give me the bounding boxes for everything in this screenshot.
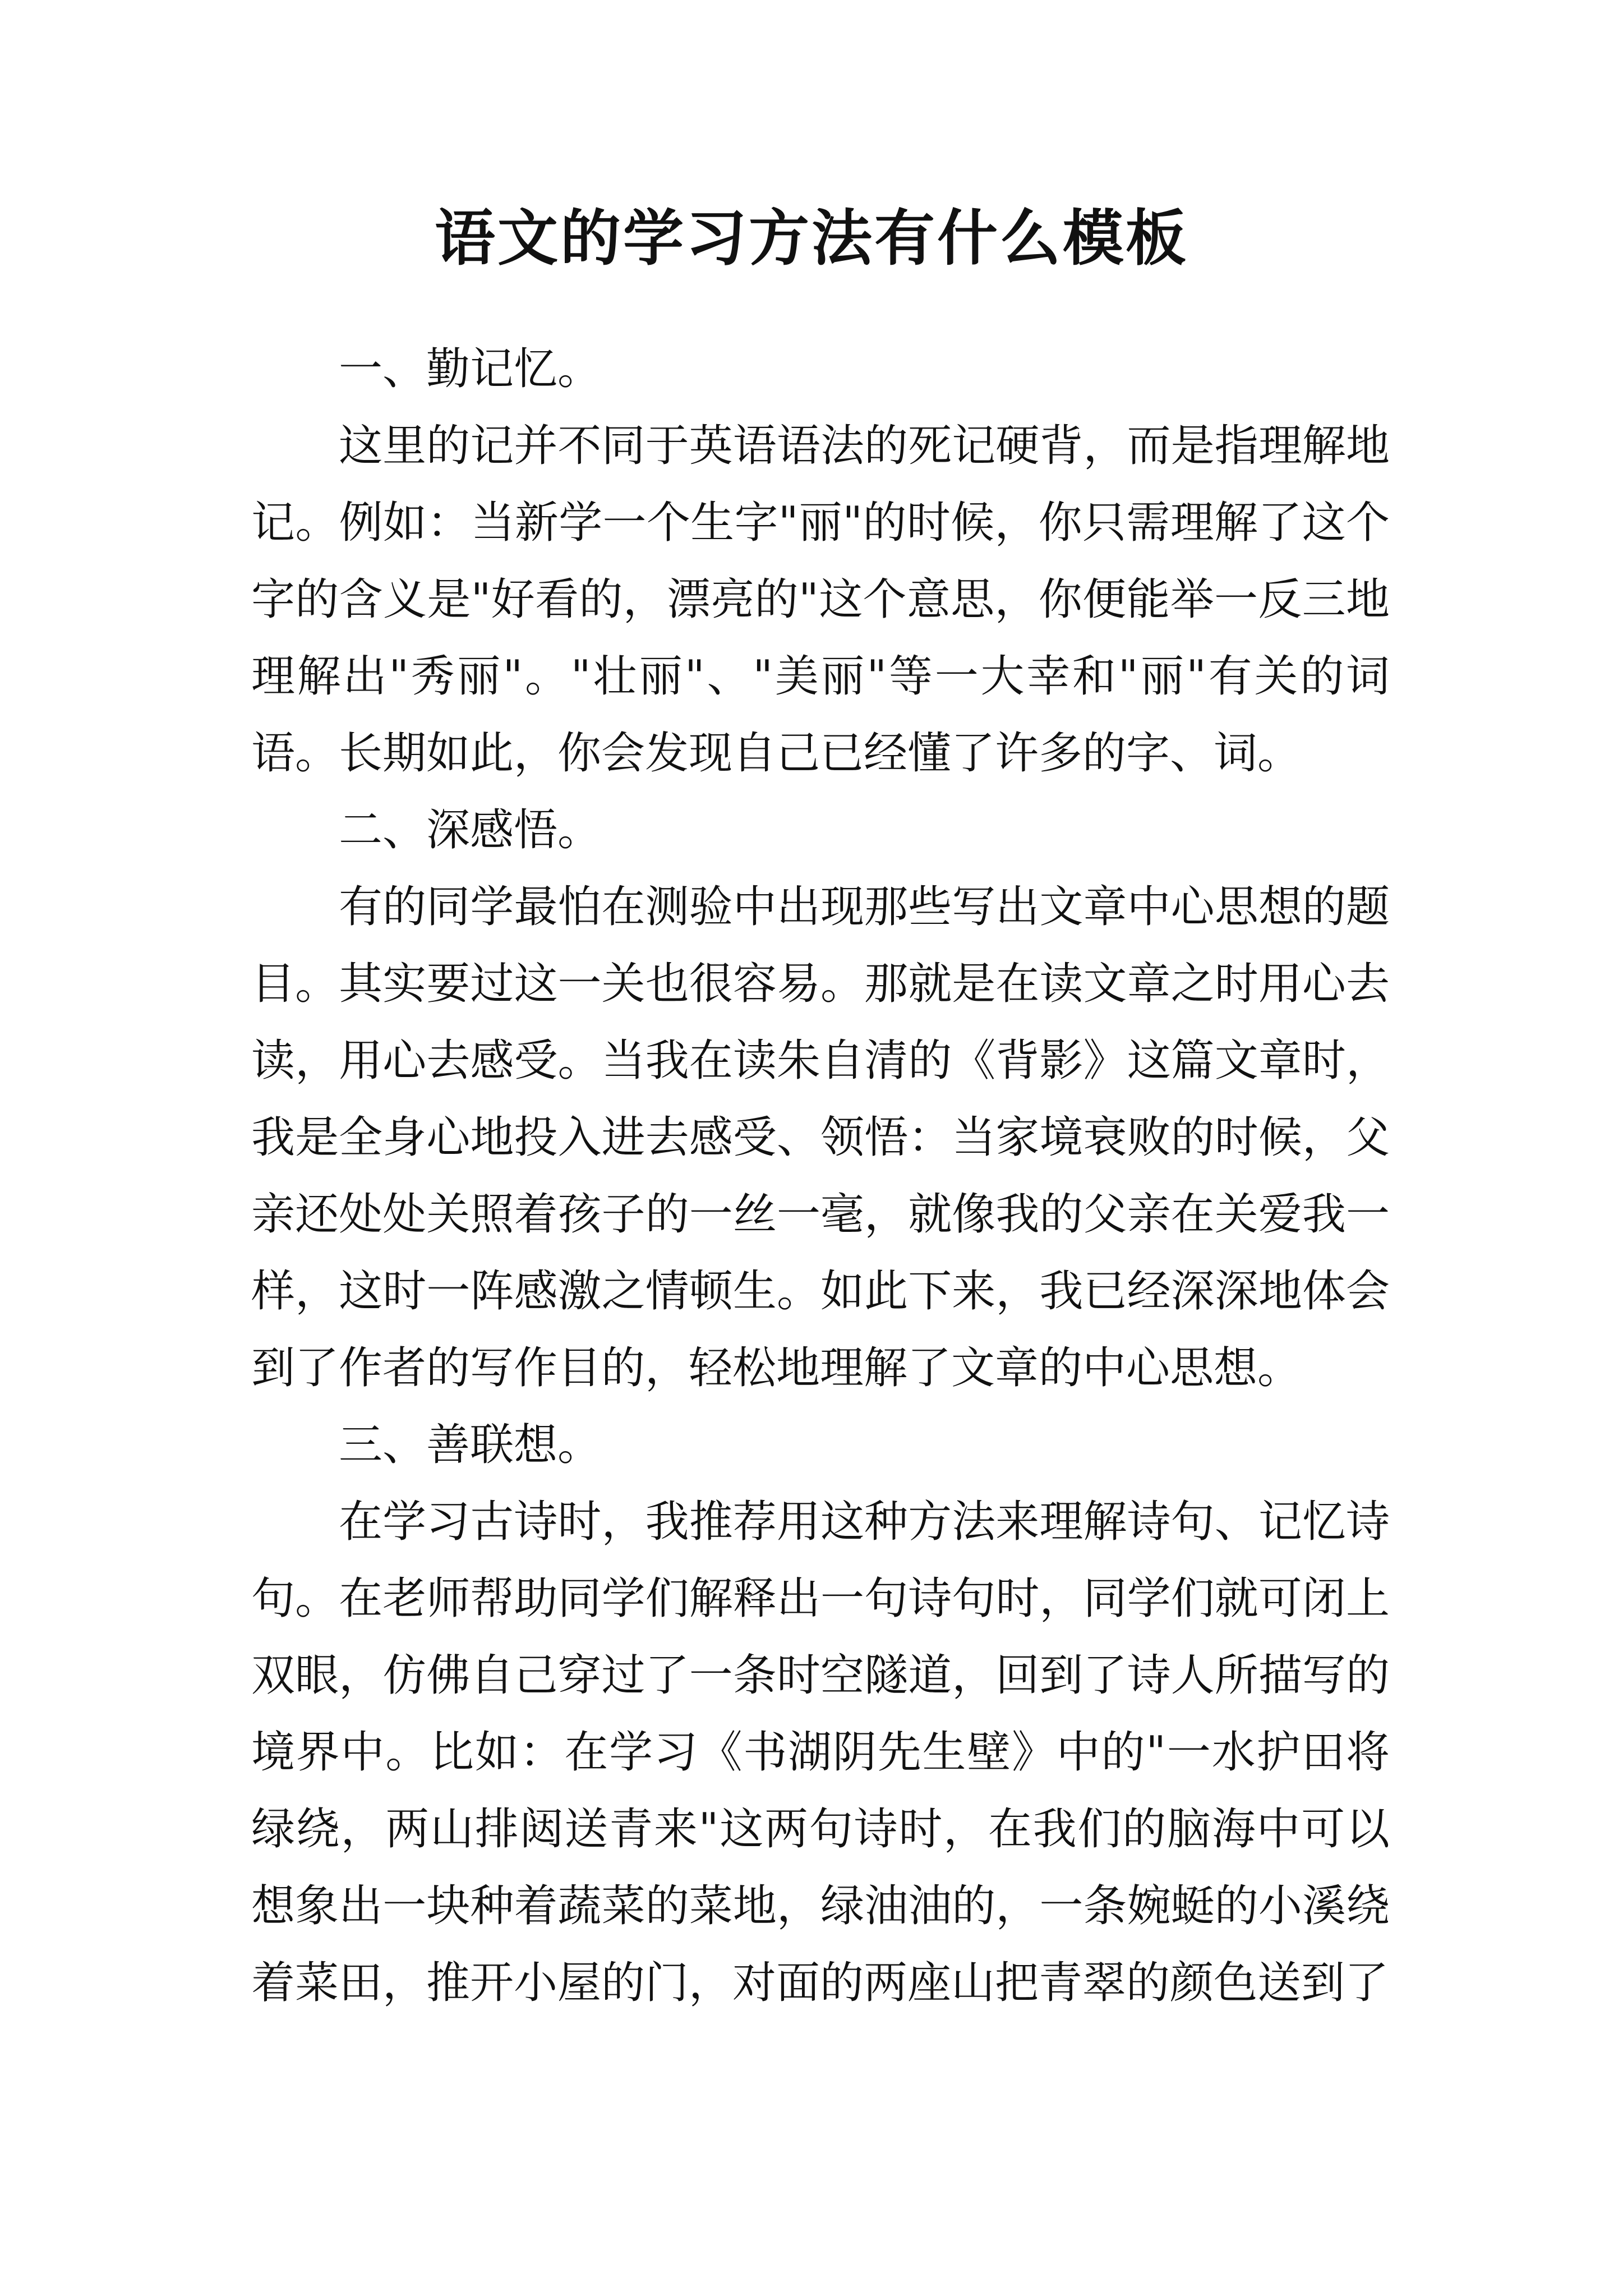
section-heading-3: 三、善联想。 — [339, 1420, 602, 1470]
paragraph-2: 有的同学最怕在测验中出现那些写出文章中心思想的题目。其实要过这一关也很容易。那就是在读文章之时用心去读，用心去感受。当我在读朱自清的《背影》这篇文章时，我是全身心地投入进去感受、领悟：当家境衰败的时候，父亲还处处关照着孩子的一丝一毫，就像我的父亲在关爱我一样，这时一阵感激之情顿生。如此下来，我已经深深地体会到了作者的写作目的，轻松地理解了文章的中心思想。 — [251, 882, 1390, 1393]
section-heading-1: 一、勤记忆。 — [339, 344, 602, 394]
paragraph-1: 这里的记并不同于英语语法的死记硬背，而是指理解地记。例如：当新学一个生字"丽"的时候，你只需理解了这个字的含义是"好看的，漂亮的"这个意思，你便能举一反三地理解出"秀丽"。"壮丽"、"美丽"等一大幸和"丽"有关的词语。长期如此，你会发现自己已经懂了许多的字、词。 — [251, 421, 1390, 779]
section-heading-2: 二、深感悟。 — [339, 805, 602, 855]
document-body — [251, 331, 1390, 2022]
document-title: 语文的学习方法有什么模板 — [434, 203, 1188, 274]
paragraph-3: 在学习古诗时，我推荐用这种方法来理解诗句、记忆诗句。在老师帮助同学们解释出一句诗句时，同学们就可闭上双眼，仿佛自己穿过了一条时空隧道，回到了诗人所描写的境界中。比如：在学习《书湖阴先生壁》中的"一水护田将绿绕，两山排闼送青来"这两句诗时，在我们的脑海中可以想象出一块种着蔬菜的菜地，绿油油的，一条婉蜓的小溪绕着菜田，推开小屋的门，对面的两座山把青翠的颜色送到了 — [251, 1497, 1390, 2008]
